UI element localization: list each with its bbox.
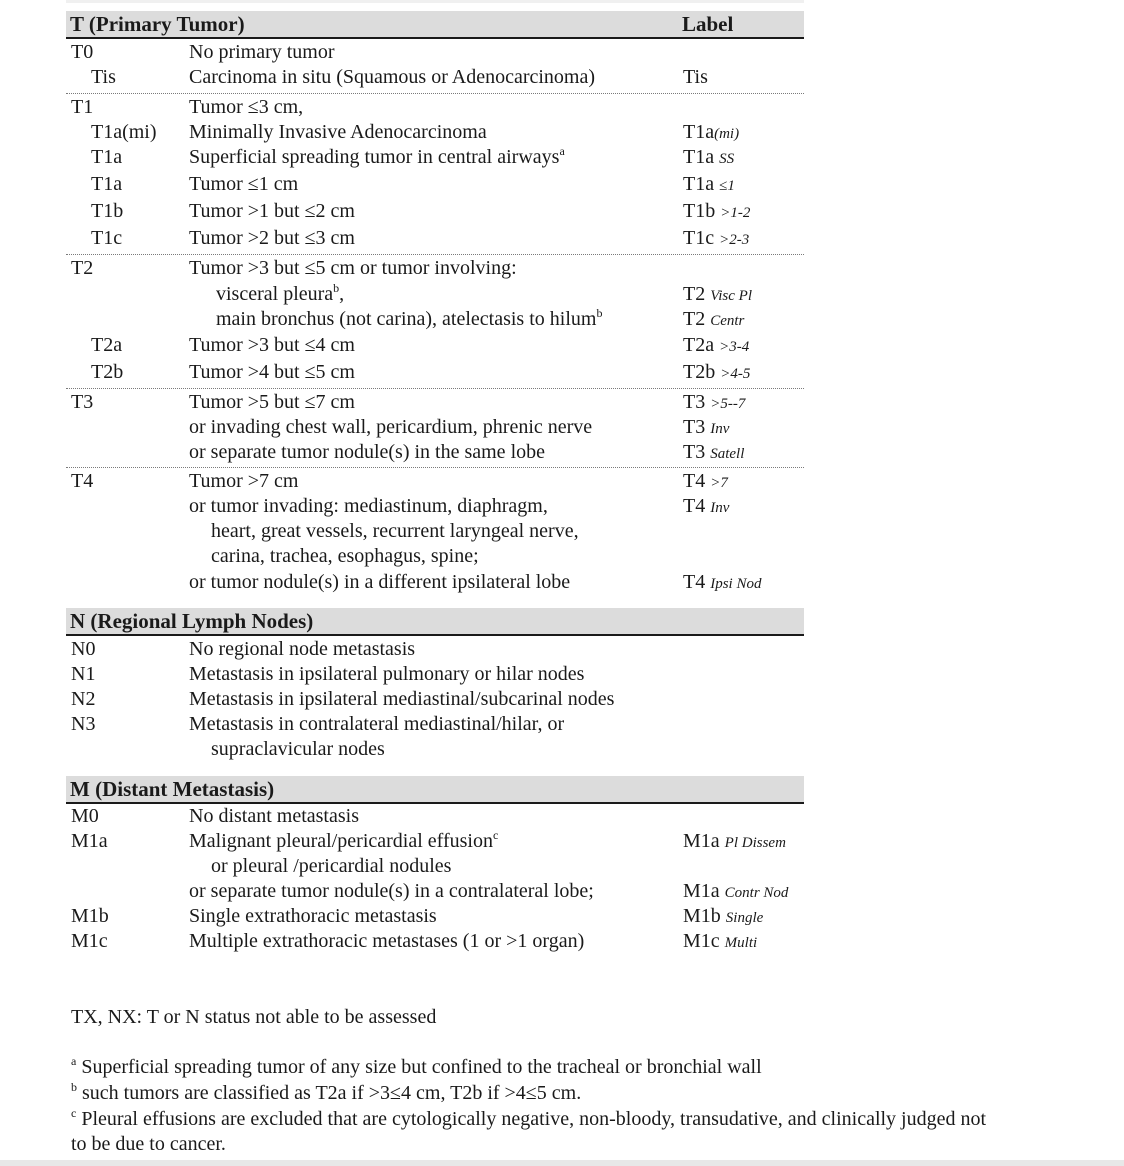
stage-t1: T1 — [71, 96, 94, 118]
footnote-a: $^a$ Superficial spreading tumor of any size but confined to the tracheal or bronchial wall — [71, 1054, 762, 1078]
n-section-title: N (Regional Lymph Nodes) — [70, 609, 314, 633]
desc-n3-cont: supraclavicular nodes — [211, 738, 385, 760]
desc-t1a-ss: Superficial spreading tumor in central airways$^a$ — [189, 144, 565, 168]
stage-n2: N2 — [71, 688, 96, 710]
desc-t2: Tumor >3 but ≤5 cm or tumor involving: — [189, 257, 517, 279]
stage-tis: Tis — [91, 66, 116, 88]
label-t1a-ss: T1a SS — [683, 146, 735, 168]
stage-t1c: T1c — [91, 227, 123, 249]
desc-t1a-mi: Minimally Invasive Adenocarcinoma — [189, 121, 487, 143]
label-t1a: T1a ≤1 — [683, 173, 735, 195]
footnote-c-cont: to be due to cancer. — [71, 1133, 226, 1155]
label-t2-visc-pl: T2 Visc Pl — [683, 283, 753, 305]
t-section-title: T (Primary Tumor) — [70, 12, 245, 36]
label-t1b: T1b >1-2 — [683, 200, 751, 222]
footnote-c: $^c$ Pleural effusions are excluded that are cytologically negative, non-bloody, transudative, and clinically judged not — [71, 1106, 987, 1130]
desc-t4-inv-cont-1: heart, great vessels, recurrent laryngeal nerve, — [211, 520, 579, 542]
label-t1c: T1c >2-3 — [683, 227, 750, 249]
label-m1a-contr-nod: M1a Contr Nod — [683, 880, 789, 902]
footnote-mark-b: b — [596, 306, 603, 320]
stage-t1b: T1b — [91, 200, 124, 222]
stage-n1: N1 — [71, 663, 96, 685]
stage-t3: T3 — [71, 391, 94, 413]
divider-dotted — [66, 254, 804, 255]
stage-t0: T0 — [71, 41, 94, 63]
footnote-mark-a: a — [559, 144, 565, 158]
desc-t4: Tumor >7 cm — [189, 470, 299, 492]
label-m1b: M1b Single — [683, 905, 764, 927]
t-section-header — [66, 11, 804, 39]
footnote-mark-b: b — [333, 281, 340, 295]
bottom-edge-bar — [0, 1160, 1124, 1166]
label-m1c: M1c Multi — [683, 930, 758, 952]
desc-m1a-nodules: or pleural /pericardial nodules — [211, 855, 452, 877]
desc-m1a: Malignant pleural/pericardial effusion$^c$ — [189, 828, 499, 852]
stage-t2b: T2b — [91, 361, 124, 383]
stage-t4: T4 — [71, 470, 94, 492]
tx-nx-note: TX, NX: T or N status not able to be assessed — [71, 1006, 437, 1028]
stage-t1a-ss: T1a — [91, 146, 123, 168]
stage-m0: M0 — [71, 805, 99, 827]
m-section-header — [66, 776, 804, 804]
desc-t3: Tumor >5 but ≤7 cm — [189, 391, 355, 413]
desc-t2b: Tumor >4 but ≤5 cm — [189, 361, 355, 383]
desc-t1a: Tumor ≤1 cm — [189, 173, 299, 195]
desc-m0: No distant metastasis — [189, 805, 359, 827]
footnote-b: $^b$ such tumors are classified as T2a if >3≤4 cm, T2b if >4≤5 cm. — [71, 1080, 582, 1104]
label-t4-size: T4 >7 — [683, 470, 728, 492]
label-t1a-mi: T1a(mi) — [683, 121, 740, 143]
desc-t4-inv-cont-2: carina, trachea, esophagus, spine; — [211, 545, 479, 567]
stage-m1a: M1a — [71, 830, 108, 852]
desc-n2: Metastasis in ipsilateral mediastinal/subcarinal nodes — [189, 688, 615, 710]
desc-n0: No regional node metastasis — [189, 638, 416, 660]
label-column-header: Label — [682, 12, 734, 36]
label-t2-centr: T2 Centr — [683, 308, 745, 330]
label-t4-inv: T4 Inv — [683, 495, 730, 517]
stage-t2a: T2a — [91, 334, 123, 356]
stage-t1a: T1a — [91, 173, 123, 195]
desc-m1c: Multiple extrathoracic metastases (1 or >1 organ) — [189, 930, 585, 952]
divider-dotted — [66, 93, 804, 94]
desc-m1b: Single extrathoracic metastasis — [189, 905, 437, 927]
desc-t3-inv: or invading chest wall, pericardium, phrenic nerve — [189, 416, 593, 438]
desc-t4-ipsi-nod: or tumor nodule(s) in a different ipsilateral lobe — [189, 571, 571, 593]
desc-t1b: Tumor >1 but ≤2 cm — [189, 200, 355, 222]
stage-t1a-mi: T1a(mi) — [91, 121, 157, 143]
desc-t1c: Tumor >2 but ≤3 cm — [189, 227, 355, 249]
desc-m1a-contr-nod: or separate tumor nodule(s) in a contralateral lobe; — [189, 880, 594, 902]
desc-t2a: Tumor >3 but ≤4 cm — [189, 334, 355, 356]
n-section-header — [66, 608, 804, 636]
label-t3-size: T3 >5--7 — [683, 391, 746, 413]
label-m1a-pl-dissem: M1a Pl Dissem — [683, 830, 786, 852]
desc-t1: Tumor ≤3 cm, — [189, 96, 304, 118]
stage-n0: N0 — [71, 638, 96, 660]
m-section-title: M (Distant Metastasis) — [70, 777, 275, 801]
stage-t2: T2 — [71, 257, 94, 279]
desc-t0: No primary tumor — [189, 41, 335, 63]
label-t4-ipsi-nod: T4 Ipsi Nod — [683, 571, 762, 593]
desc-n3: Metastasis in contralateral mediastinal/hilar, or — [189, 713, 565, 735]
desc-t2-visc-pl: visceral pleura$^b$, — [216, 281, 345, 305]
stage-n3: N3 — [71, 713, 96, 735]
footnote-mark-c: c — [492, 828, 499, 842]
desc-t2-centr: main bronchus (not carina), atelectasis to hilum$^b$ — [216, 306, 603, 330]
label-t3-inv: T3 Inv — [683, 416, 730, 438]
desc-n1: Metastasis in ipsilateral pulmonary or hilar nodes — [189, 663, 585, 685]
stage-m1c: M1c — [71, 930, 108, 952]
desc-tis: Carcinoma in situ (Squamous or Adenocarcinoma) — [189, 66, 596, 88]
desc-t3-satell: or separate tumor nodule(s) in the same lobe — [189, 441, 545, 463]
label-t2b: T2b >4-5 — [683, 361, 751, 383]
label-tis: Tis — [683, 66, 708, 88]
stage-m1b: M1b — [71, 905, 109, 927]
divider-dotted — [66, 467, 804, 468]
label-t3-satell: T3 Satell — [683, 441, 745, 463]
divider-dotted — [66, 388, 804, 389]
desc-t4-inv: or tumor invading: mediastinum, diaphragm, — [189, 495, 548, 517]
top-cutoff-strip — [66, 0, 804, 3]
label-t2a: T2a >3-4 — [683, 334, 750, 356]
